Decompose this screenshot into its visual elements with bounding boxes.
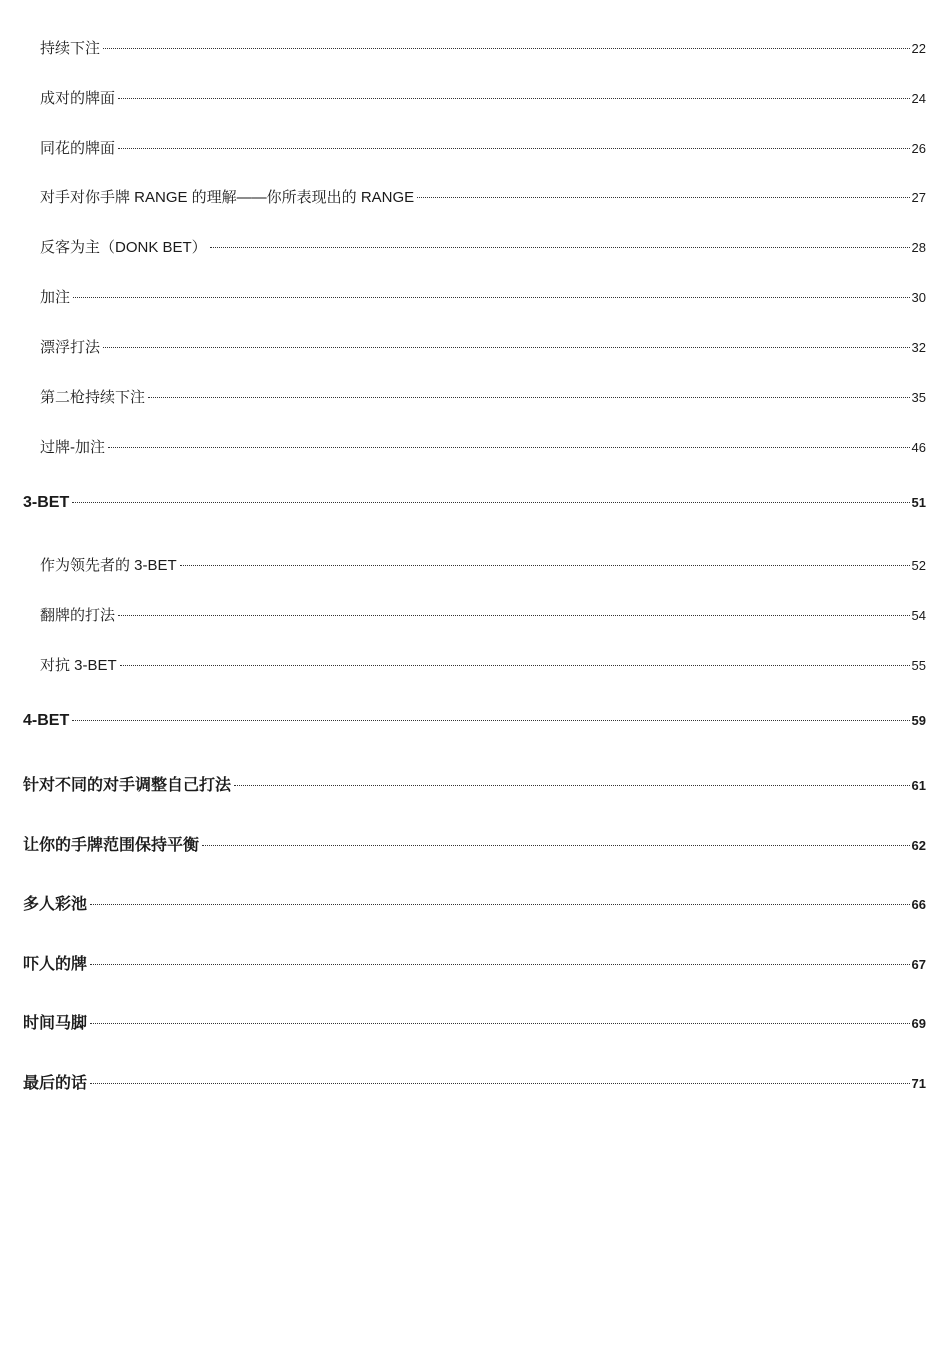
toc-dot-leader bbox=[118, 98, 910, 99]
toc-entry-page: 54 bbox=[911, 608, 926, 623]
toc-entry-page: 52 bbox=[911, 558, 926, 573]
toc-dot-leader bbox=[120, 665, 910, 666]
toc-entry-title: 对手对你手牌 RANGE 的理解——你所表现出的 RANGE bbox=[40, 189, 415, 206]
toc-entry-title: 作为领先者的 3-BET bbox=[40, 557, 177, 574]
toc-entry[interactable] bbox=[23, 712, 926, 730]
toc-entry-title: 漂浮打法 bbox=[40, 339, 101, 356]
toc-entry-title: 时间马脚 bbox=[23, 1015, 88, 1032]
toc-dot-leader bbox=[103, 48, 910, 49]
toc-entry[interactable] bbox=[40, 554, 926, 575]
toc-entry-title: 针对不同的对手调整自己打法 bbox=[23, 777, 232, 794]
toc-entry[interactable] bbox=[23, 494, 926, 512]
toc-entry-page: 69 bbox=[911, 1016, 926, 1031]
toc-entry[interactable] bbox=[40, 386, 926, 407]
toc-entry-page: 61 bbox=[911, 778, 926, 793]
toc-entry-page: 51 bbox=[911, 495, 926, 510]
toc-entry-page: 35 bbox=[911, 390, 926, 405]
toc-dot-leader bbox=[90, 904, 910, 905]
toc-entry-page: 27 bbox=[911, 190, 926, 205]
toc-dot-leader bbox=[73, 297, 910, 298]
toc-dot-leader bbox=[72, 720, 909, 721]
toc-entry[interactable] bbox=[40, 654, 926, 675]
toc-dot-leader bbox=[148, 397, 910, 398]
toc-dot-leader bbox=[417, 197, 909, 198]
toc-entry-page: 22 bbox=[911, 41, 926, 56]
toc-entry[interactable] bbox=[23, 951, 926, 974]
toc-dot-leader bbox=[210, 247, 910, 248]
toc-entry-title: 吓人的牌 bbox=[23, 956, 88, 973]
toc-entry-title: 4-BET bbox=[23, 712, 70, 729]
toc-entry[interactable] bbox=[40, 186, 926, 207]
toc-entry-page: 32 bbox=[911, 340, 926, 355]
toc-entry-title: 对抗 3-BET bbox=[40, 657, 117, 674]
toc-entry[interactable] bbox=[40, 37, 926, 58]
toc-entry-title: 翻牌的打法 bbox=[40, 607, 116, 624]
toc-entry-page: 46 bbox=[911, 440, 926, 455]
toc-entry-page: 67 bbox=[911, 957, 926, 972]
toc-entry[interactable] bbox=[40, 87, 926, 108]
toc-entry-title: 最后的话 bbox=[23, 1075, 88, 1092]
toc-entry-page: 24 bbox=[911, 91, 926, 106]
toc-entry[interactable] bbox=[23, 832, 926, 855]
toc-entry-title: 持续下注 bbox=[40, 40, 101, 57]
toc-entry[interactable] bbox=[40, 336, 926, 357]
toc-dot-leader bbox=[202, 845, 910, 846]
toc-dot-leader bbox=[90, 1083, 910, 1084]
toc-dot-leader bbox=[108, 447, 910, 448]
toc-dot-leader bbox=[72, 502, 909, 503]
toc-entry-page: 30 bbox=[911, 290, 926, 305]
toc-entry[interactable] bbox=[23, 1070, 926, 1093]
toc-entry-page: 55 bbox=[911, 658, 926, 673]
toc-dot-leader bbox=[90, 1023, 910, 1024]
toc-entry-title: 多人彩池 bbox=[23, 896, 88, 913]
toc-entry-page: 59 bbox=[911, 713, 926, 728]
toc-entry-title: 3-BET bbox=[23, 494, 70, 511]
toc-entry-page: 28 bbox=[911, 240, 926, 255]
toc-entry[interactable] bbox=[40, 236, 926, 257]
toc-dot-leader bbox=[118, 148, 910, 149]
toc-dot-leader bbox=[234, 785, 910, 786]
toc-entry[interactable] bbox=[40, 286, 926, 307]
toc-dot-leader bbox=[118, 615, 910, 616]
toc-entry-title: 成对的牌面 bbox=[40, 90, 116, 107]
toc-entry-title: 加注 bbox=[40, 289, 71, 306]
toc-entry[interactable] bbox=[23, 772, 926, 795]
toc-entry-page: 71 bbox=[911, 1076, 926, 1091]
toc-entry-title: 第二枪持续下注 bbox=[40, 389, 146, 406]
toc-entry[interactable] bbox=[40, 137, 926, 158]
toc-entry-title: 让你的手牌范围保持平衡 bbox=[23, 837, 200, 854]
toc-entry[interactable] bbox=[40, 436, 926, 457]
toc-entry-page: 62 bbox=[911, 838, 926, 853]
toc-entry-title: 反客为主（DONK BET） bbox=[40, 239, 207, 256]
toc-entry-title: 过牌-加注 bbox=[40, 439, 105, 456]
toc-entry-title: 同花的牌面 bbox=[40, 140, 116, 157]
toc-entry-page: 26 bbox=[911, 141, 926, 156]
toc-dot-leader bbox=[180, 565, 910, 566]
toc-dot-leader bbox=[103, 347, 910, 348]
toc-entry[interactable] bbox=[23, 891, 926, 914]
toc-entry[interactable] bbox=[40, 604, 926, 625]
toc-entry[interactable] bbox=[23, 1010, 926, 1033]
toc-dot-leader bbox=[90, 964, 910, 965]
toc-entry-page: 66 bbox=[911, 897, 926, 912]
